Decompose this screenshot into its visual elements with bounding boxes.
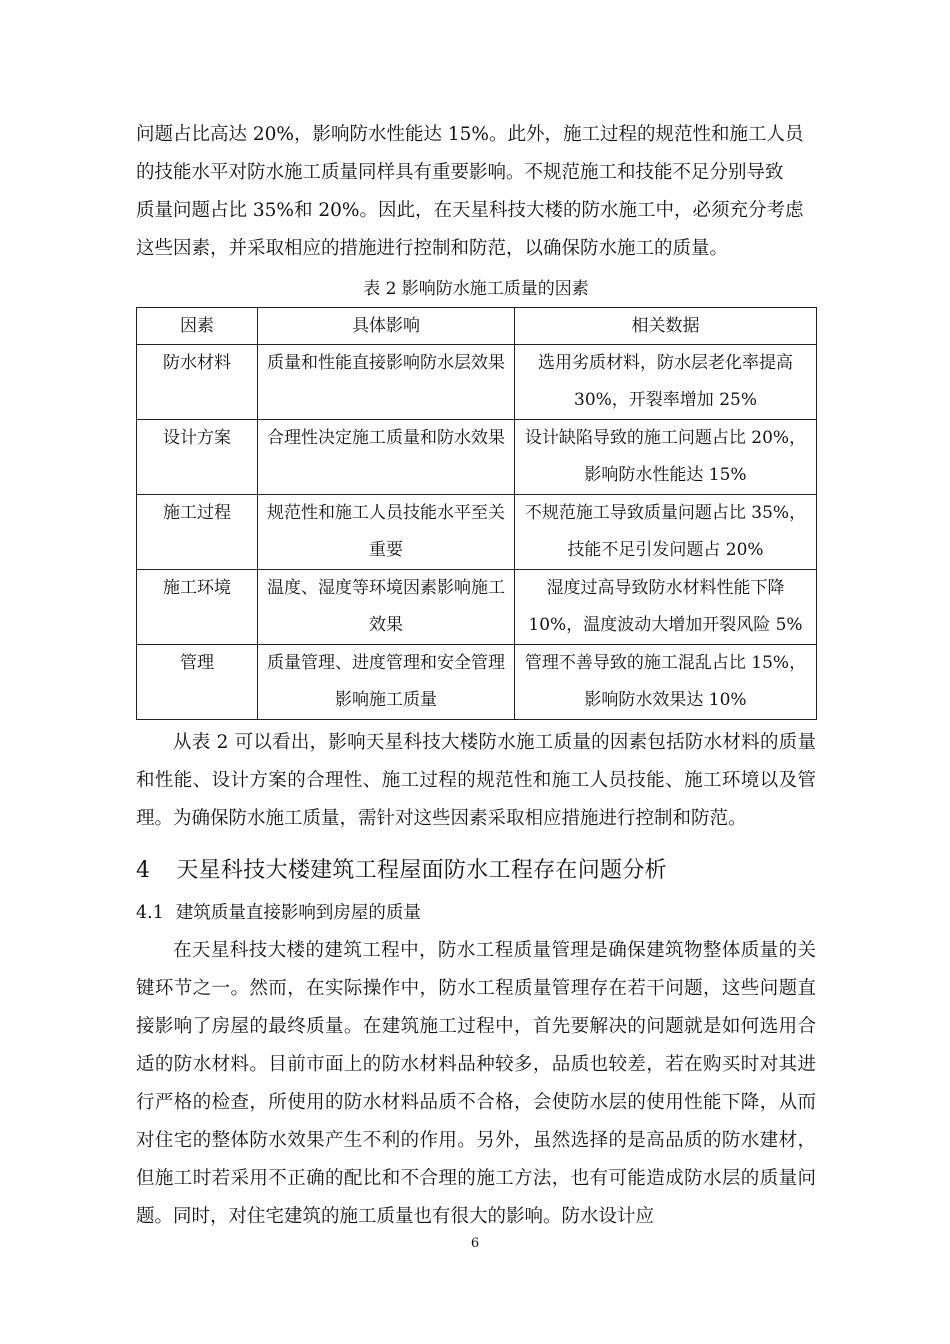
intro-paragraph	[136, 116, 816, 268]
section-heading	[136, 848, 816, 894]
subsection-heading	[136, 894, 816, 932]
table-row	[137, 570, 817, 645]
cell-impact: 质量和性能直接影响防水层效果	[258, 345, 515, 420]
factors-table	[136, 307, 817, 720]
page-content	[136, 116, 816, 1236]
cell-impact: 规范性和施工人员技能水平至关重要	[258, 495, 515, 570]
cell-factor: 施工过程	[137, 495, 258, 570]
cell-data: 不规范施工导致质量问题占比 35%，技能不足引发问题占 20%	[515, 495, 817, 570]
cell-data: 管理不善导致的施工混乱占比 15%，影响防水效果达 10%	[515, 645, 817, 720]
cell-data: 设计缺陷导致的施工问题占比 20%，影响防水性能达 15%	[515, 420, 817, 495]
intro-line: 这些因素，并采取相应的措施进行控制和防范，以确保防水施工的质量。	[136, 238, 729, 259]
cell-factor: 防水材料	[137, 345, 258, 420]
cell-impact: 温度、湿度等环境因素影响施工效果	[258, 570, 515, 645]
cell-data: 选用劣质材料，防水层老化率提高 30%，开裂率增加 25%	[515, 345, 817, 420]
table-summary-paragraph: 从表 2 可以看出，影响天星科技大楼防水施工质量的因素包括防水材料的质量和性能、设计方案的合理性、施工过程的规范性和施工人员技能、施工环境以及管理。为确保防水施工质量，需针对这些因素采取相应措施进行控制和防范。	[136, 732, 816, 829]
subsection-title: 建筑质量直接影响到房屋的质量	[175, 903, 421, 923]
subsection-number: 4.1	[136, 903, 164, 923]
cell-factor: 设计方案	[137, 420, 258, 495]
table-row	[137, 345, 817, 420]
header-cell-data: 相关数据	[515, 308, 817, 345]
cell-impact: 质量管理、进度管理和安全管理影响施工质量	[258, 645, 515, 720]
table-header-row	[137, 308, 817, 345]
intro-line: 的技能水平对防水施工质量同样具有重要影响。不规范施工和技能不足分别导致	[136, 162, 784, 183]
header-cell-factor: 因素	[137, 308, 258, 345]
cell-factor: 施工环境	[137, 570, 258, 645]
intro-line: 质量问题占比 35%和 20%。因此，在天星科技大楼的防水施工中，必须充分考虑	[136, 200, 804, 221]
section-number: 4	[136, 858, 151, 883]
table-row	[137, 495, 817, 570]
page-number: 6	[470, 1236, 480, 1251]
table-row	[137, 645, 817, 720]
header-cell-impact: 具体影响	[258, 308, 515, 345]
cell-impact: 合理性决定施工质量和防水效果	[258, 420, 515, 495]
section-title: 天星科技大楼建筑工程屋面防水工程存在问题分析	[176, 858, 667, 883]
cell-factor: 管理	[137, 645, 258, 720]
body-paragraph: 在天星科技大楼的建筑工程中，防水工程质量管理是确保建筑物整体质量的关键环节之一。然而，在实际操作中，防水工程质量管理存在若干问题，这些问题直接影响了房屋的最终质量。在建筑施工过程中，首先要解决的问题就是如何选用合适的防水材料。目前市面上的防水材料品种较多，品质也较差，若在购买时对其进行严格的检查，所使用的防水材料品质不合格，会使防水层的使用性能下降，从而对住宅的整体防水效果产生不利的作用。另外，虽然选择的是高品质的防水建材，但施工时若采用不正确的配比和不合理的施工方法，也有可能造成防水层的质量问题。同时，对住宅建筑的施工质量也有很大的影响。防水设计应	[136, 940, 816, 1227]
intro-line: 问题占比高达 20%，影响防水性能达 15%。此外，施工过程的规范性和施工人员	[136, 124, 804, 145]
table-row	[137, 420, 817, 495]
table-caption: 表 2 影响防水施工质量的因素	[363, 279, 589, 299]
cell-data: 湿度过高导致防水材料性能下降 10%，温度波动大增加开裂风险 5%	[515, 570, 817, 645]
